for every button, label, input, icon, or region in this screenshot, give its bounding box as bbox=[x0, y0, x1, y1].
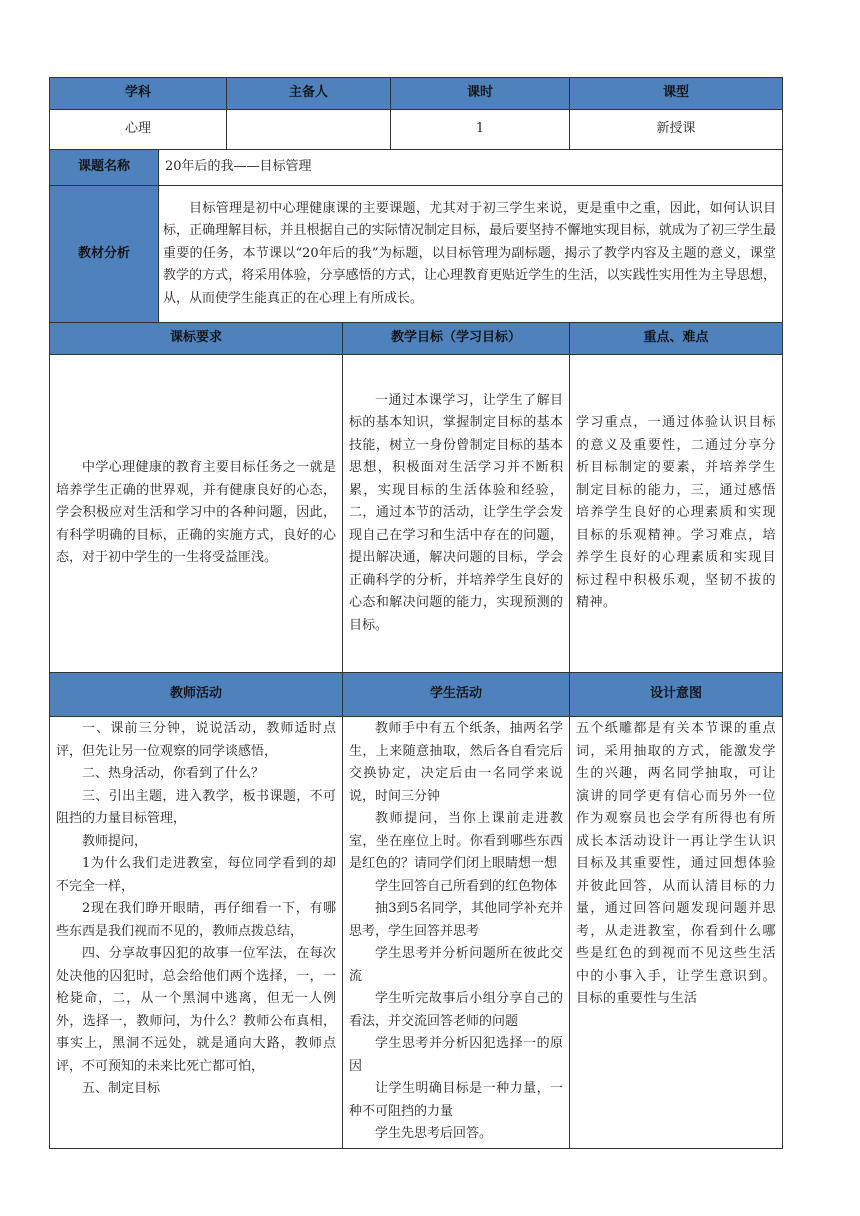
teacher-item: 1为什么我们走进教室，每位同学看到的却不完全一样， bbox=[56, 856, 337, 894]
standards-text: 中学心理健康的教育主要目标任务之一就是培养学生正确的世界观，并有健康良好的心态，学会积极应对生活和学习中的各种问题，因此，有科学明确的目标，正确的实施方式，良好的心态，对于初中学生的一生将受益匪浅。 bbox=[56, 460, 337, 566]
periods-value: 1 bbox=[391, 110, 570, 150]
teacher-activities-cell bbox=[50, 717, 343, 1149]
header-row-1 bbox=[50, 78, 783, 110]
header-periods: 课时 bbox=[391, 78, 570, 110]
header-type: 课型 bbox=[570, 78, 783, 110]
objectives-text: 一通过本课学习，让学生了解目标的基本知识，掌握制定目标的基本技能，树立一身份曾制定目标的基本思想，积极面对生活学习并不断积累，实现目标的生活体验和经验，二，通过本节的活动，让学生学会发现自己在学习和生活中存在的问题，提出解决通，解决问题的目标，学会正确科学的分析，并培养学生良好的心态和解决问题的能力，实现预测的目标。 bbox=[349, 392, 564, 633]
info-row bbox=[50, 110, 783, 150]
analysis-label: 教材分析 bbox=[50, 186, 159, 323]
activities-row bbox=[50, 717, 783, 1149]
student-item: 学生思考并分析囚犯选择一的原因 bbox=[349, 1036, 564, 1074]
header-objectives: 教学目标（学习目标） bbox=[343, 323, 570, 355]
topic-value: 20年后的我——目标管理 bbox=[159, 150, 783, 186]
lesson-plan-sheet bbox=[49, 77, 782, 1149]
teacher-item: 2现在我们睁开眼睛，再仔细看一下，有哪些东西是我们视而不见的，教师点拨总结， bbox=[56, 901, 337, 939]
student-activities-cell bbox=[343, 717, 570, 1149]
student-item: 学生思考并分析问题所在彼此交流 bbox=[349, 946, 564, 984]
goals-row bbox=[50, 355, 783, 673]
key-points-text: 学习重点，一通过体验认识目标的意义及重要性，二通过分享分析目标制定的要素，并培养学生制定目标的能力，三，通过感悟培养学生良好的心理素质和实现目标的乐观精神。学习难点，培养学生良好的心理素质和实现目标过程中积极乐观，坚韧不拔的精神。 bbox=[576, 415, 777, 611]
topic-row bbox=[50, 150, 783, 186]
header-standards: 课标要求 bbox=[50, 323, 343, 355]
teacher-item: 二、热身活动，你看到了什么？ bbox=[82, 766, 265, 781]
header-teacher: 教师活动 bbox=[50, 673, 343, 717]
design-intent-cell bbox=[570, 717, 783, 1149]
teacher-item: 四、分享故事囚犯的故事一位军法，在每次处决他的囚犯时，总会给他们两个选择，一，一枪毙命，二，从一个黑洞中逃离，但无一人例外，选择一，教师问，为什么？教师公布真相，事实上，黑洞不远处，就是通向大路，教师点评，不可预知的未来比死亡都可怕， bbox=[56, 946, 337, 1074]
header-design: 设计意图 bbox=[570, 673, 783, 717]
topic-label: 课题名称 bbox=[50, 150, 159, 186]
design-intent-text: 五个纸雕都是有关本节课的重点词，采用抽取的方式，能激发学生的兴趣，两名同学抽取，可让演讲的同学更有信心而另外一位作为观察员也会学有所得也有所成长本活动设计一再让学生认识目标及其重要性，通过回想体验并彼此回答，从而认清目标的力量，通过回答问题发现问题并思考，从走进教室，你看到什么哪些是红色的到视而不见这些生活中的小事入手，让学生意识到。目标的重要性与生活 bbox=[576, 721, 777, 1006]
student-item: 学生先思考后回答。 bbox=[375, 1126, 493, 1141]
preparer-value bbox=[227, 110, 391, 150]
teacher-item: 教师提问， bbox=[82, 833, 148, 849]
analysis-row bbox=[50, 186, 783, 323]
student-item: 学生回答自己所看到的红色物体 bbox=[375, 878, 558, 894]
header-preparer: 主备人 bbox=[227, 78, 391, 110]
student-item: 学生听完故事后小组分享自己的看法，并交流回答老师的问题 bbox=[349, 991, 564, 1029]
header-key-points: 重点、难点 bbox=[570, 323, 783, 355]
teacher-item: 三、引出主题，进入教学，板书课题，不可阻挡的力量目标管理， bbox=[56, 788, 337, 826]
teacher-item: 五、制定目标 bbox=[82, 1081, 161, 1096]
header-subject: 学科 bbox=[50, 78, 227, 110]
student-item: 抽3到5名同学，其他同学补充并思考，学生回答并思考 bbox=[349, 901, 564, 939]
header-row-3 bbox=[50, 673, 783, 717]
lesson-plan-table bbox=[49, 77, 783, 1149]
analysis-text: 目标管理是初中心理健康课的主要课题，尤其对于初三学生来说，更是重中之重，因此，如何认识目标，正确理解目标，并且根据自己的实际情况制定目标，最后要坚持不懈地实现目标，就成为了初三学生最重要的任务，本节课以“20年后的我”为标题，以目标管理为副标题，揭示了教学内容及主题的意义，课堂教学的方式，将采用体验，分享感悟的方式，让心理教育更贴近学生的生活，以实践性实用性为主导思想，从，从而使学生能真正的在心理上有所成长。 bbox=[163, 200, 777, 306]
type-value: 新授课 bbox=[570, 110, 783, 150]
header-row-2 bbox=[50, 323, 783, 355]
header-student: 学生活动 bbox=[343, 673, 570, 717]
student-item: 教师手中有五个纸条，抽两名学生，上来随意抽取，然后各自看完后交换协定，决定后由一名同学来说说，时间三分钟 bbox=[349, 721, 564, 804]
teacher-item: 一、课前三分钟，说说活动，教师适时点评，但先让另一位观察的同学谈感悟， bbox=[56, 721, 337, 759]
subject-value: 心理 bbox=[50, 110, 227, 150]
student-item: 教师提问，当你上课前走进教室，坐在座位上时。你看到哪些东西是红色的？请同学们闭上眼睛想一想 bbox=[349, 811, 564, 871]
student-item: 让学生明确目标是一种力量，一种不可阻挡的力量 bbox=[349, 1081, 564, 1119]
